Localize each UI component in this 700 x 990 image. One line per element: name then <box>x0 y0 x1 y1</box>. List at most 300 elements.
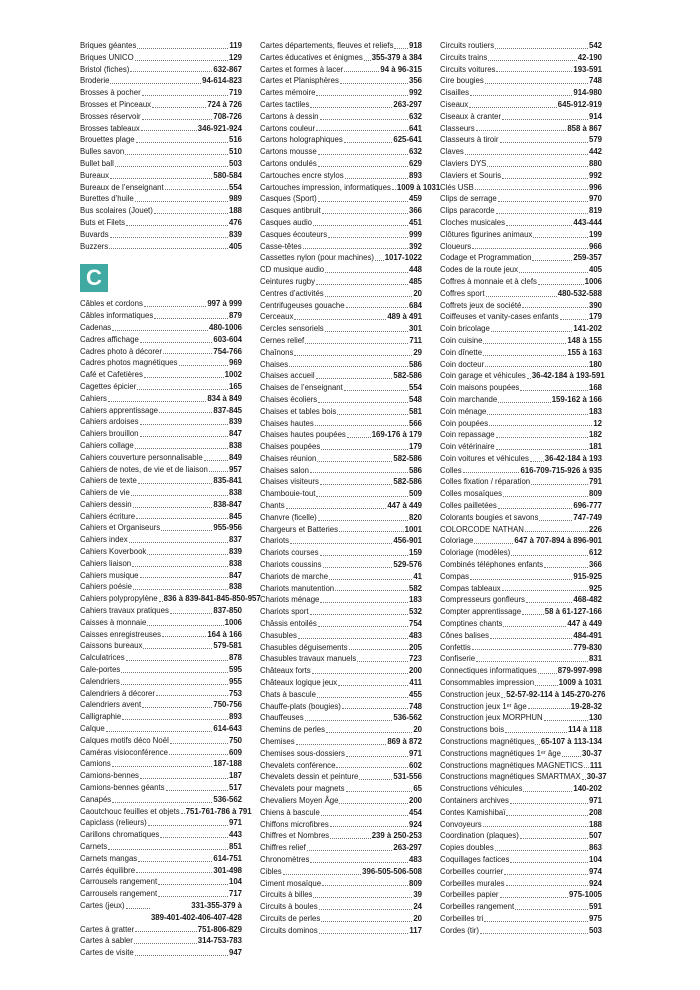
leader-dots <box>498 201 588 202</box>
index-term: Constructions véhicules <box>440 784 523 794</box>
index-term: Claviers et Souris <box>440 170 502 180</box>
index-entry <box>440 40 602 52</box>
index-entry <box>260 87 422 99</box>
leader-dots <box>147 625 223 626</box>
section-letter-badge: C <box>80 264 108 292</box>
index-pages: 536-562 <box>213 794 242 804</box>
index-term: Cisailles <box>440 88 470 98</box>
index-term: Casques (Sport) <box>260 194 317 204</box>
index-term: Camions <box>80 759 111 769</box>
leader-dots <box>296 744 387 745</box>
leader-dots <box>485 366 588 367</box>
index-pages: 455 <box>408 689 422 699</box>
index-entry <box>260 889 422 901</box>
index-entry <box>80 593 261 605</box>
index-entry <box>80 782 242 794</box>
index-pages: 405 <box>588 265 602 275</box>
leader-dots <box>289 366 408 367</box>
index-term: Brosses à pocher <box>80 88 141 98</box>
index-term: Coloriage (modèles) <box>440 548 511 558</box>
leader-dots <box>148 825 228 826</box>
index-term: Camions-bennes géants <box>80 783 165 793</box>
index-pages: 443-444 <box>573 217 602 227</box>
index-term: Casse-têtes <box>260 241 302 251</box>
leader-dots <box>307 850 393 851</box>
index-entry <box>260 524 422 536</box>
index-term: Caissons bureaux <box>80 641 143 651</box>
index-term: Centres d’activités <box>260 288 324 298</box>
index-entry <box>80 99 242 111</box>
leader-dots <box>485 83 588 84</box>
index-term: CD musique audio <box>260 265 325 275</box>
index-pages: 141-202 <box>573 324 602 334</box>
index-entry <box>80 522 242 534</box>
index-pages: 301-498 <box>213 865 242 875</box>
index-entry <box>80 758 242 770</box>
index-entry <box>440 748 602 760</box>
leader-dots <box>156 695 228 696</box>
index-entry <box>260 394 422 406</box>
index-entry <box>80 853 242 865</box>
index-pages: 263-297 <box>393 99 422 109</box>
index-term: Corbeilles courrier <box>440 866 504 876</box>
leader-dots <box>121 684 228 685</box>
index-term: Chambouie-tout <box>260 489 316 499</box>
leader-dots <box>344 71 379 72</box>
index-pages: 820 <box>408 512 422 522</box>
index-entry <box>260 453 422 465</box>
index-entry <box>80 64 242 76</box>
index-entry <box>440 512 602 524</box>
leader-dots <box>136 872 212 873</box>
index-entry <box>260 465 422 477</box>
index-pages: 845 <box>228 511 242 521</box>
index-pages: 480-532-588 <box>557 288 602 298</box>
index-term: Chaises de l’enseignant <box>260 383 343 393</box>
leader-dots <box>283 874 362 875</box>
index-term: Chiffres relief <box>260 843 306 853</box>
index-entry <box>440 807 602 819</box>
index-term: Consommables impression <box>440 678 535 688</box>
index-term: Claviers DYS <box>440 158 487 168</box>
index-pages: 507 <box>588 831 602 841</box>
index-term: Buzzers <box>80 241 109 251</box>
leader-dots <box>330 838 371 839</box>
index-term: Cartes et Planisphères <box>260 76 339 86</box>
index-entry <box>440 559 602 571</box>
index-term: Cahiers de texte <box>80 476 137 486</box>
leader-dots <box>143 648 212 649</box>
index-term: Cagettes épicier <box>80 381 137 391</box>
leader-dots <box>336 767 408 768</box>
index-term: Circuits de perles <box>260 913 321 923</box>
index-term: Cire bougies <box>440 76 484 86</box>
index-term: Canapés <box>80 794 112 804</box>
index-pages: 65 <box>413 784 422 794</box>
index-pages: 847 <box>228 570 242 580</box>
index-pages: 447 à 449 <box>567 619 602 629</box>
index-term: Burettes d’huile <box>80 194 134 204</box>
index-term: Codes de la route jeux <box>440 265 519 275</box>
index-pages: 1006 <box>224 617 242 627</box>
index-pages: 517 <box>228 783 242 793</box>
index-pages: 205 <box>408 642 422 652</box>
index-entry <box>440 87 602 99</box>
index-pages: 366 <box>408 206 422 216</box>
leader-dots <box>142 707 212 708</box>
leader-dots <box>159 601 163 602</box>
leader-dots <box>340 83 408 84</box>
leader-dots <box>480 933 588 934</box>
index-term: Cartons holographiques <box>260 135 343 145</box>
leader-dots <box>533 237 588 238</box>
index-entry <box>440 311 602 323</box>
index-term: Compter apprentissage <box>440 607 522 617</box>
index-entry <box>80 52 242 64</box>
leader-dots <box>496 213 588 214</box>
index-entry <box>80 75 242 87</box>
index-pages: 838 <box>228 440 242 450</box>
index-pages: 629 <box>408 158 422 168</box>
leader-dots <box>329 579 412 580</box>
index-entry <box>440 134 602 146</box>
index-pages: 614-643 <box>213 724 242 734</box>
index-pages: 751-806-829 <box>197 924 242 934</box>
index-pages: 992 <box>408 88 422 98</box>
index-entry <box>440 300 602 312</box>
index-pages: 839 <box>228 417 242 427</box>
leader-dots <box>338 685 408 686</box>
index-entry <box>260 712 422 724</box>
leader-dots <box>318 402 408 403</box>
index-pages: 459 <box>408 194 422 204</box>
index-entry <box>440 64 602 76</box>
leader-dots <box>141 130 197 131</box>
index-entry <box>260 783 422 795</box>
index-entry <box>260 583 422 595</box>
index-pages: 20 <box>413 725 422 735</box>
index-entry <box>80 310 242 322</box>
index-term: Coin garage et véhicules <box>440 371 526 381</box>
leader-dots <box>316 284 408 285</box>
index-entry <box>260 64 422 76</box>
index-term: Cahiers de vie <box>80 488 130 498</box>
index-pages: 529-576 <box>393 560 422 570</box>
leader-dots <box>465 154 588 155</box>
index-entry <box>80 546 242 558</box>
index-term: Coin cuisine <box>440 335 483 345</box>
index-pages: 879-997-998 <box>557 666 602 676</box>
index-term: Construction jeux MORPHUN <box>440 713 543 723</box>
index-entry <box>260 842 422 854</box>
index-term: Cercles sensoriels <box>260 324 324 334</box>
leader-dots <box>126 660 228 661</box>
index-pages: 858 à 867 <box>567 123 602 133</box>
index-entry <box>80 241 242 253</box>
index-entry <box>80 924 242 936</box>
index-term: Châteaux logique jeux <box>260 678 338 688</box>
leader-dots <box>325 272 408 273</box>
index-entry <box>80 440 242 452</box>
index-term: Cassettes nylon (pour machines) <box>260 253 374 263</box>
leader-dots <box>112 766 213 767</box>
index-term: Casques antibruit <box>260 206 321 216</box>
leader-dots <box>322 885 408 886</box>
index-pages: 30-37 <box>582 748 602 758</box>
index-entry <box>80 416 242 428</box>
index-entry <box>260 300 422 312</box>
index-term: Corbeilles rangement <box>440 902 515 912</box>
index-term: Cadenas <box>80 322 112 332</box>
index-entry <box>80 217 242 229</box>
index-pages: 614-751 <box>213 853 242 863</box>
index-term: Bristol (fiches) <box>80 64 130 74</box>
index-term: Cartes de visite <box>80 948 134 958</box>
index-term: Comptines chants <box>440 619 503 629</box>
index-pages: 914 <box>588 111 602 121</box>
leader-dots <box>181 813 185 814</box>
index-term: Convoyeurs <box>440 819 482 829</box>
index-term: Cadres affichage <box>80 334 139 344</box>
index-entry <box>80 193 242 205</box>
index-entry <box>440 606 602 618</box>
index-pages: 595 <box>228 665 242 675</box>
index-term: Circuits dominos <box>260 925 318 935</box>
leader-dots <box>502 590 588 591</box>
index-entry <box>80 298 242 310</box>
leader-dots <box>483 826 588 827</box>
leader-dots <box>523 791 572 792</box>
index-entry <box>440 889 602 901</box>
leader-dots <box>313 897 412 898</box>
index-term: Circuits à billes <box>260 890 313 900</box>
index-entry <box>440 264 602 276</box>
index-term: Cahiers dessin <box>80 499 132 509</box>
index-pages: 19-28-32 <box>570 701 602 711</box>
index-entry <box>440 760 602 772</box>
index-term: Chemins de perles <box>260 725 326 735</box>
leader-dots <box>134 943 197 944</box>
index-pages: 165 <box>228 381 242 391</box>
index-entry <box>80 841 242 853</box>
index-pages: 836 à 839-841-845-850-957 <box>163 594 261 604</box>
index-pages: 454 <box>408 807 422 817</box>
leader-dots <box>159 412 212 413</box>
index-pages: 41 <box>413 571 422 581</box>
index-pages: 104 <box>228 877 242 887</box>
index-entry <box>80 357 242 369</box>
leader-dots <box>110 178 212 179</box>
index-entry <box>440 276 602 288</box>
index-term: Coquillages factices <box>440 854 510 864</box>
index-term: Cibles <box>260 866 282 876</box>
index-term: Calque <box>80 724 105 734</box>
leader-dots <box>472 248 588 249</box>
index-pages: 602 <box>408 760 422 770</box>
index-entry <box>260 878 422 890</box>
index-term: Chats à bascule <box>260 689 316 699</box>
index-pages: 114 à 118 <box>568 725 602 735</box>
leader-dots <box>560 319 588 320</box>
index-entry <box>80 182 242 194</box>
index-pages: 20 <box>413 288 422 298</box>
leader-dots <box>140 778 228 779</box>
index-entry <box>440 406 602 418</box>
index-term: Caméras visioconférence <box>80 747 168 757</box>
leader-dots <box>135 448 228 449</box>
leader-dots <box>342 708 408 709</box>
index-entry <box>80 487 242 499</box>
index-pages: 625-641 <box>393 135 422 145</box>
leader-dots <box>394 48 408 49</box>
index-pages: 448 <box>408 265 422 275</box>
index-entry <box>440 642 602 654</box>
index-entry <box>440 335 602 347</box>
index-entry <box>80 770 242 782</box>
index-entry <box>440 205 602 217</box>
index-entry <box>80 87 242 99</box>
leader-dots <box>126 225 228 226</box>
index-pages: 503 <box>228 158 242 168</box>
index-entry <box>260 335 422 347</box>
index-pages: 849 <box>228 452 242 462</box>
leader-dots <box>108 401 206 402</box>
index-pages: 117 <box>409 925 422 935</box>
index-pages: 632 <box>408 147 422 157</box>
leader-dots <box>531 484 588 485</box>
index-entry <box>440 524 602 536</box>
index-term: Carnets <box>80 842 108 851</box>
leader-dots <box>346 756 408 757</box>
index-entry <box>80 935 242 947</box>
index-term: Cahiers de notes, de vie et de liaison <box>80 464 208 474</box>
index-term: Chiens à bascule <box>260 807 320 817</box>
index-entry <box>80 158 242 170</box>
index-term: Buvards <box>80 229 109 239</box>
leader-dots <box>121 672 228 673</box>
leader-dots <box>339 803 408 804</box>
leader-dots <box>110 237 228 238</box>
index-term: Constructions magnétiques <box>440 737 535 747</box>
index-entry <box>260 830 422 842</box>
index-column-1 <box>80 40 261 959</box>
index-pages: 719 <box>228 88 242 98</box>
index-entry <box>260 40 422 52</box>
index-term: Carrousels rangement <box>80 877 158 887</box>
index-term: Cartons à dessin <box>260 111 319 121</box>
index-pages: 200 <box>408 666 422 676</box>
leader-dots <box>345 178 408 179</box>
index-term: Contes Kamishibaï <box>440 807 506 817</box>
index-pages: 566 <box>408 418 422 428</box>
index-term: Cahiers brouillon <box>80 429 139 439</box>
index-entry <box>440 52 602 64</box>
leader-dots <box>140 424 228 425</box>
index-pages: 999 <box>408 229 422 239</box>
index-entry <box>260 618 422 630</box>
index-term: Chevalets dessin et peinture <box>260 772 359 782</box>
index-pages: 155 à 163 <box>567 347 602 357</box>
index-entry <box>440 217 602 229</box>
leader-dots <box>318 154 408 155</box>
index-pages: 36-42-184 à 193-591 <box>531 371 605 381</box>
index-term: Corbeilles murales <box>440 878 505 888</box>
index-entry <box>260 217 422 229</box>
index-entry <box>440 453 602 465</box>
index-term: Circuits voitures <box>440 64 496 74</box>
index-entry <box>260 205 422 217</box>
leader-dots <box>310 862 408 863</box>
index-pages: 582-586 <box>393 371 422 381</box>
index-term: Carnets mangas <box>80 853 138 863</box>
index-pages: 837-845 <box>213 405 242 415</box>
index-entry <box>440 488 602 500</box>
index-entry <box>440 359 602 371</box>
leader-dots <box>320 119 408 120</box>
index-term: Chariots sport <box>260 607 309 617</box>
leader-dots <box>525 531 588 532</box>
leader-dots <box>496 437 588 438</box>
leader-dots <box>170 613 213 614</box>
index-entry <box>260 418 422 430</box>
index-entry <box>260 229 422 241</box>
index-entry <box>80 652 242 664</box>
index-term: Chaises hautes <box>260 418 314 428</box>
index-pages: 851 <box>228 842 242 851</box>
leader-dots <box>510 803 588 804</box>
leader-dots <box>303 248 408 249</box>
leader-dots <box>502 119 588 120</box>
index-pages: 838 <box>228 558 242 568</box>
index-term: Corbeilles papier <box>440 890 499 900</box>
leader-dots <box>322 213 408 214</box>
index-entry <box>440 394 602 406</box>
index-term: Chaises salon <box>260 465 309 475</box>
index-pages: 847 <box>228 429 242 439</box>
index-term: Chiffres et Nombres <box>260 831 330 841</box>
leader-dots <box>469 107 557 108</box>
index-term: Chaises réunion <box>260 453 317 463</box>
index-pages: 974 <box>588 866 602 876</box>
index-term: Coin vétérinaire <box>440 442 495 452</box>
index-pages: 969 <box>228 358 242 368</box>
index-entry <box>80 900 242 924</box>
index-entry <box>260 370 422 382</box>
index-pages: 20 <box>413 913 422 923</box>
index-term: Capiclass (relieurs) <box>80 818 147 828</box>
index-pages: 754-766 <box>213 346 242 356</box>
index-entry <box>80 629 242 641</box>
index-pages: 616-709-715-926 à 935 <box>520 465 602 475</box>
index-entry <box>440 500 602 512</box>
index-pages: 148 à 155 <box>567 335 602 345</box>
index-term: Coffres à monnaie et à clefs <box>440 276 537 286</box>
index-pages: 997 à 999 <box>207 299 242 309</box>
index-pages: 532 <box>408 607 422 617</box>
index-entry <box>80 475 242 487</box>
index-column-2 <box>260 40 441 937</box>
leader-dots <box>158 884 228 885</box>
index-pages: 708-726 <box>213 111 242 121</box>
leader-dots <box>318 520 408 521</box>
index-pages: 111 <box>589 760 602 770</box>
index-pages: 483 <box>408 630 422 640</box>
index-pages: 947 <box>228 948 242 958</box>
leader-dots <box>133 507 213 508</box>
index-term: Connectiques informatiques <box>440 666 537 676</box>
index-pages: 193-591 <box>573 64 602 74</box>
leader-dots <box>498 402 550 403</box>
